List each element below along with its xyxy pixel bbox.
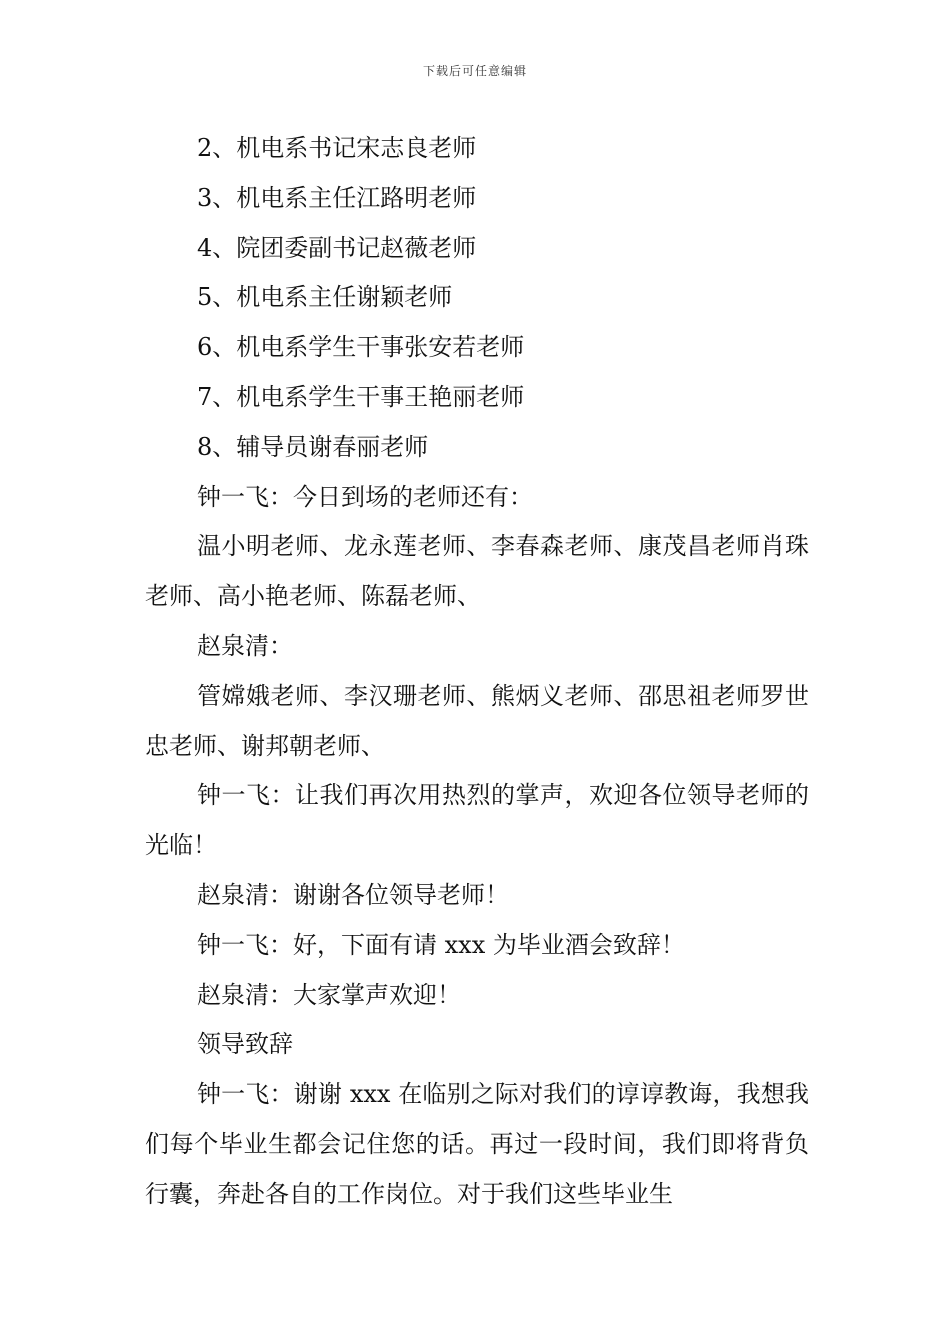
dialogue-line: 赵泉清：谢谢各位领导老师！ bbox=[197, 880, 509, 909]
dialogue-line: 赵泉清： bbox=[197, 631, 293, 660]
list-item-7: 7、机电系学生干事王艳丽老师 bbox=[197, 382, 525, 411]
teacher-list-paragraph: 管嫦娥老师、李汉珊老师、熊炳义老师、邵思祖老师罗世忠老师、谢邦朝老师、 bbox=[145, 681, 809, 760]
list-item-4: 4、院团委副书记赵薇老师 bbox=[197, 233, 477, 262]
dialogue-line: 钟一飞：好，下面有请 xxx 为毕业酒会致辞！ bbox=[197, 930, 685, 959]
list-item-8: 8、辅导员谢春丽老师 bbox=[197, 432, 429, 461]
document-body bbox=[145, 124, 809, 1220]
section-heading: 领导致辞 bbox=[197, 1030, 293, 1059]
dialogue-line: 钟一飞：让我们再次用热烈的掌声，欢迎各位领导老师的光临！ bbox=[145, 781, 809, 860]
list-item-5: 5、机电系主任谢颖老师 bbox=[197, 283, 453, 312]
list-item-3: 3、机电系主任江路明老师 bbox=[197, 183, 477, 212]
page-header: 下载后可任意编辑 bbox=[422, 64, 527, 78]
dialogue-line: 赵泉清：大家掌声欢迎！ bbox=[197, 980, 461, 1009]
dialogue-line: 钟一飞：今日到场的老师还有： bbox=[197, 482, 533, 511]
list-item-2: 2、机电系书记宋志良老师 bbox=[197, 134, 477, 162]
teacher-list-paragraph: 温小明老师、龙永莲老师、李春森老师、康茂昌老师肖珠老师、高小艳老师、陈磊老师、 bbox=[145, 532, 809, 611]
dialogue-paragraph: 钟一飞：谢谢 xxx 在临别之际对我们的谆谆教诲，我想我们每个毕业生都会记住您的话。再过一段时间，我们即将背负行囊，奔赴各自的工作岗位。对于我们这些毕业生 bbox=[145, 1080, 809, 1208]
list-item-6: 6、机电系学生干事张安若老师 bbox=[197, 333, 525, 362]
